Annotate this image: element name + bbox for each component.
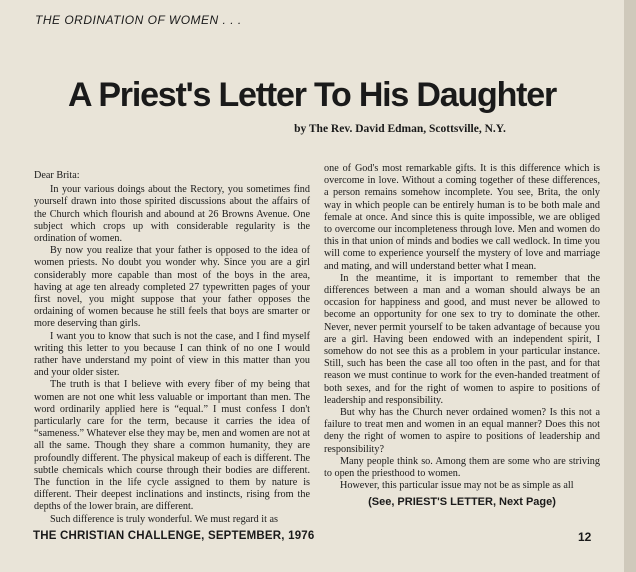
paragraph: Many people think so. Among them are some who are striving to open the priesthood to women. bbox=[324, 455, 600, 480]
left-column bbox=[34, 170, 310, 526]
right-column bbox=[324, 163, 600, 509]
article-title: A Priest's Letter To His Daughter bbox=[67, 76, 557, 114]
paragraph: But why has the Church never ordained women? Is this not a failure to treat men and women in an equal manner? Does this not deny the right of women to aspire to positions of leadership and responsibility? bbox=[324, 407, 600, 455]
salutation: Dear Brita: bbox=[34, 170, 80, 181]
paragraph: Such difference is truly wonderful. We must regard it as bbox=[50, 513, 278, 525]
paragraph: The truth is that I believe with every fiber of my being that women are not one whit less valuable or important than men. The word ordinarily applied here is “equal.” I must confess I don't particularly care for the term, because it carries the idea of “sameness.” Whatever else they may be, men and women are not at all the same. Though they share a common humanity, they are profoundly different. The physical makeup of each is different. The subtle chemicals which course through their bodies are different. The function in the life cycle assigned to them by nature is different. Their deepest inclinations and instincts, rising from the depths of the lower brain, are different. bbox=[34, 379, 310, 513]
paragraph: I want you to know that such is not the case, and I find myself writing this letter to you because I can think of no one I would rather have understand my point of view in this matter than you and your older sister. bbox=[34, 330, 310, 379]
section-title: THE ORDINATION OF WOMEN . . . bbox=[35, 13, 242, 27]
paragraph: However, this particular issue may not be as simple as all bbox=[340, 480, 574, 492]
page-edge bbox=[624, 0, 636, 572]
paragraph: In the meantime, it is important to remember that the differences between a man and a woman should always be an occasion for happiness and good, and must never be allowed to become an opportunity for one sex to try to dominate the other. Never, never permit yourself to be taken advantage of because you are a girl. Having been endowed with an independent spirit, I somehow do not see this as a problem in your particular instance. Still, such has been the case all too often in the past, and for that reason we must continue to work for the even-handed treatment of both sexes, and for the right of women to aspire to positions of leadership and responsibility. bbox=[324, 272, 600, 406]
publication-footer: THE CHRISTIAN CHALLENGE, SEPTEMBER, 1976 bbox=[33, 530, 315, 542]
page-number: 12 bbox=[578, 530, 592, 544]
paragraph-continuation: one of God's most remarkable gifts. It is this difference which is overcome in love. Without a coming together of these differences, a person remains somehow incomplete. You see, Brita, the only way in which people can be entirely human is to be both male and female at once. And since this is quite impossible, we are obliged to overcome our incompleteness through love. Men and women do this in that union of minds and bodies we call wedlock. In time you will come to experience yourself the mystery of love and marriage and mating, and will understand better what I mean. bbox=[324, 163, 600, 272]
continued-note: (See, PRIEST'S LETTER, Next Page) bbox=[368, 496, 556, 509]
byline: by The Rev. David Edman, Scottsville, N.Y. bbox=[294, 123, 506, 135]
paragraph: By now you realize that your father is opposed to the idea of women priests. No doubt you wonder why. Since you are a girl considerably more capable than most of the boys in the area, having at age ten already completed 27 typewritten pages of your first novel, you might suppose that your father opposes the ordaining of women because he still feels that boys are smarter or more deserving than girls. bbox=[34, 245, 310, 330]
paragraph: In your various doings about the Rectory, you sometimes find yourself drawn into those spirited discussions about the affairs of the Church which flourish and abound at 26 Browns Avenue. One subject which crops up with considerable regularity is the ordination of women. bbox=[34, 184, 310, 245]
